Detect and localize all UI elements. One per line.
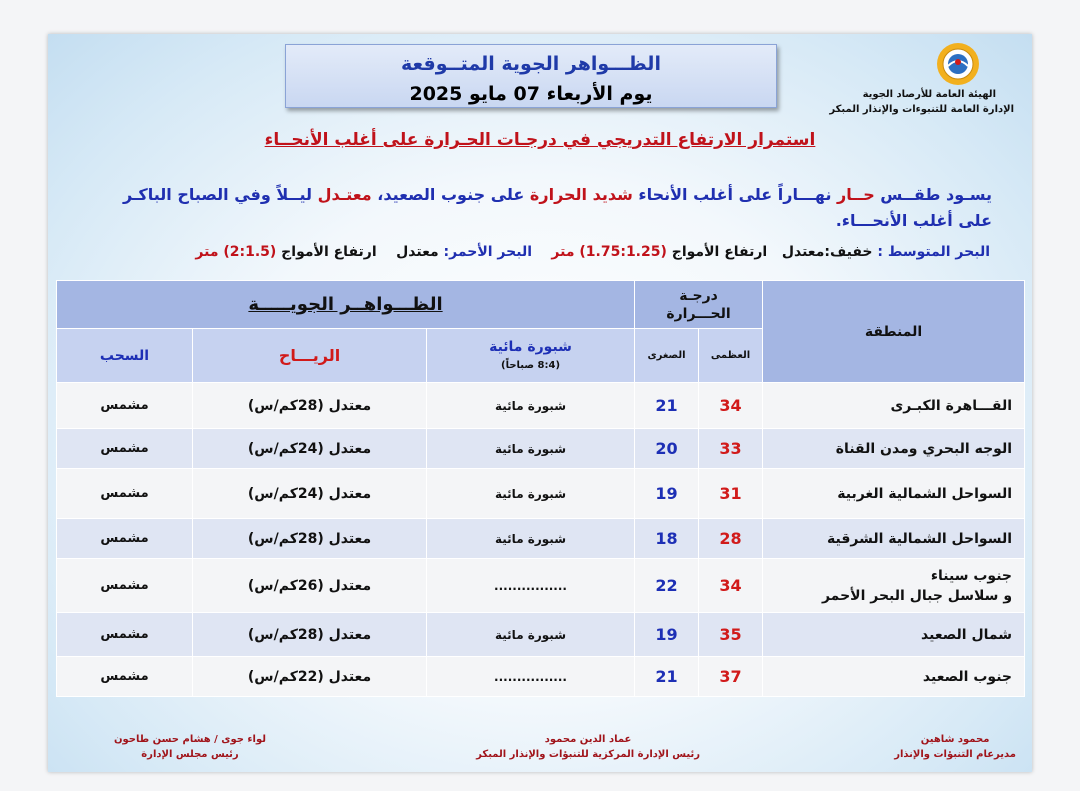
max-temp-header: العظمى (699, 329, 763, 383)
table-row (57, 429, 1025, 469)
left-signatory-title: رئيس مجلس الإدارة (141, 749, 239, 760)
cloud-cell: مشمس (57, 519, 193, 559)
title-box (285, 44, 777, 108)
region-cell (763, 559, 1025, 613)
table-row (57, 469, 1025, 519)
cloud-cell: مشمس (57, 429, 193, 469)
red-waves-label: ارتفاع الأمواج (276, 244, 377, 260)
region-cell: جنوب الصعيد (763, 657, 1025, 697)
min-temp-cell: 18 (635, 519, 699, 559)
red-sea-state: معتدل (396, 244, 439, 260)
signature-board-chairman (114, 732, 266, 762)
region-cell: السواحل الشمالية الشرقية (763, 519, 1025, 559)
signature-forecast-director (894, 732, 1016, 762)
signature-central-admin (476, 732, 700, 762)
fog-cell: ................ (427, 657, 635, 697)
cloud-cell: مشمس (57, 657, 193, 697)
table-row (57, 519, 1025, 559)
temp-title-1: درجـة (679, 287, 718, 304)
temp-title-2: الحـــرارة (666, 305, 731, 322)
med-waves-value: (1.75:1.25) متر (551, 244, 667, 260)
headline-text: استمرار الارتفاع التدريجي في درجـات الحـرارة على أغلب الأنحــاء (264, 130, 816, 150)
wind-cell: معتدل (24كم/س) (193, 469, 427, 519)
right-signatory-name: محمود شاهين (920, 734, 990, 745)
min-temp-cell: 21 (635, 657, 699, 697)
fog-header (427, 329, 635, 383)
wind-cell: معتدل (22كم/س) (193, 657, 427, 697)
forecast-very-hot: شديد الحرارة (529, 185, 633, 204)
wind-cell: معتدل (26كم/س) (193, 559, 427, 613)
region-cell: القـــاهرة الكبـرى (763, 383, 1025, 429)
red-sea-info (195, 244, 532, 260)
region-header: المنطقة (763, 281, 1025, 383)
right-signatory-title: مديرعام التنبؤات والإنذار (894, 749, 1016, 760)
phenomena-title: الظـــواهــر الجويـــــة (248, 294, 443, 315)
forecast-moderate: معتـدل (317, 185, 372, 204)
left-signatory-name: لواء جوى / هشام حسن طاحون (113, 734, 266, 745)
min-temp-cell: 19 (635, 469, 699, 519)
forecast-table (56, 280, 1025, 697)
wind-cell: معتدل (24كم/س) (193, 429, 427, 469)
wind-cell: معتدل (28كم/س) (193, 613, 427, 657)
cloud-cell: مشمس (57, 383, 193, 429)
fog-header-time: (8:4 صباحاً) (501, 359, 561, 371)
region-name-line2: و سلاسل جبال البحر الأحمر (821, 587, 1013, 604)
meteorological-authority-logo (936, 42, 980, 86)
forecast-paragraph (92, 182, 992, 234)
region-cell: السواحل الشمالية الغربية (763, 469, 1025, 519)
table-row (57, 613, 1025, 657)
fog-header-label: شبورة مائية (489, 338, 572, 355)
bulletin-title: الظـــواهر الجوية المتــوقعة (401, 53, 661, 75)
region-cell: الوجه البحري ومدن القناة (763, 429, 1025, 469)
min-temp-header: الصغرى (635, 329, 699, 383)
forecast-p3: نهـــاراً على أغلب الأنحاء (632, 185, 838, 204)
table-row (57, 559, 1025, 613)
red-sea-label: البحر الأحمر: (438, 244, 532, 260)
min-temp-cell: 20 (635, 429, 699, 469)
forecast-p7: ليــلاً وفي الصباح الباكـر على أغلب الأنحـــاء. (123, 185, 992, 230)
table-row (57, 657, 1025, 697)
wind-cell: معتدل (28كم/س) (193, 519, 427, 559)
org-name-line2: الإدارة العامة للتنبوءات والإنذار المبكر (829, 104, 1014, 115)
forecast-hot: حــار (837, 185, 875, 204)
max-temp-cell: 35 (699, 613, 763, 657)
org-name-line1: الهيئة العامة للأرصاد الجوية (862, 89, 996, 100)
max-temp-cell: 37 (699, 657, 763, 697)
phenomena-header (57, 281, 635, 329)
bulletin-date: يوم الأربعاء 07 مايو 2025 (409, 83, 653, 105)
med-sea-state: خفيف:معتدل (781, 244, 873, 260)
temperature-header (635, 281, 763, 329)
table-row (57, 383, 1025, 429)
min-temp-cell: 21 (635, 383, 699, 429)
center-signatory-title: رئيس الإدارة المركزية للتنبؤات والإنذار المبكر (476, 749, 700, 760)
region-name: جنوب سيناء (930, 567, 1013, 584)
med-sea-label: البحر المتوسط : (872, 244, 990, 260)
fog-cell: شبورة مائية (427, 469, 635, 519)
weather-bulletin-sheet (48, 34, 1032, 772)
red-waves-value: (2:1.5) متر (195, 244, 277, 260)
min-temp-cell: 19 (635, 613, 699, 657)
center-signatory-name: عماد الدين محمود (544, 734, 632, 745)
med-waves-label: ارتفاع الأمواج (666, 244, 768, 260)
min-temp-cell: 22 (635, 559, 699, 613)
forecast-p5: على جنوب الصعيد، (371, 185, 530, 204)
max-temp-cell: 31 (699, 469, 763, 519)
cloud-cell: مشمس (57, 559, 193, 613)
region-cell: شمال الصعيد (763, 613, 1025, 657)
fog-cell: شبورة مائية (427, 613, 635, 657)
fog-cell: ................ (427, 559, 635, 613)
cloud-header: السحب (57, 329, 193, 383)
fog-cell: شبورة مائية (427, 519, 635, 559)
max-temp-cell: 34 (699, 383, 763, 429)
max-temp-cell: 33 (699, 429, 763, 469)
max-temp-cell: 28 (699, 519, 763, 559)
cloud-cell: مشمس (57, 469, 193, 519)
fog-cell: شبورة مائية (427, 429, 635, 469)
wind-header: الريـــاح (193, 329, 427, 383)
forecast-p1: يسـود طقــس (874, 185, 992, 204)
cloud-cell: مشمس (57, 613, 193, 657)
wind-cell: معتدل (28كم/س) (193, 383, 427, 429)
fog-cell: شبورة مائية (427, 383, 635, 429)
max-temp-cell: 34 (699, 559, 763, 613)
headline (48, 130, 1032, 150)
mediterranean-sea-info (551, 244, 990, 260)
